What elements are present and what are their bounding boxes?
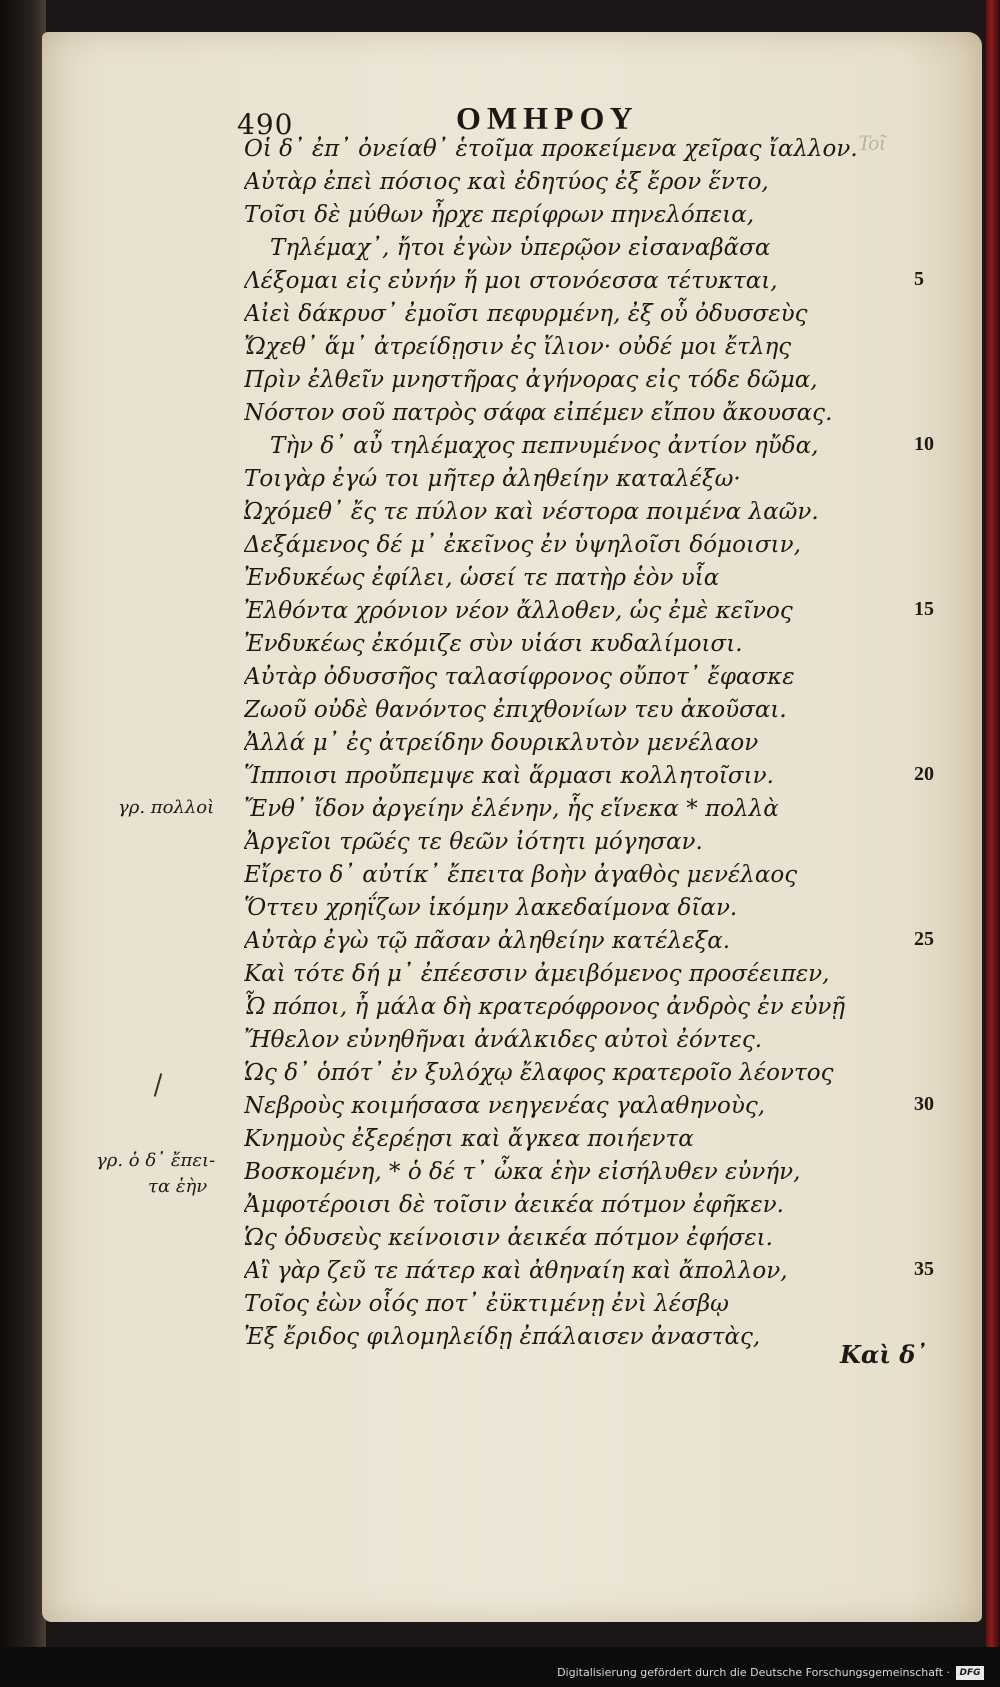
verse-line: Αὐτὰρ ὀδυσσῆος ταλασίφρονος οὔποτ᾽ ἔφασκε <box>244 664 795 690</box>
verse-line: Ὠχόμεθ᾽ ἔς τε πύλον καὶ νέστορα ποιμένα λαῶν. <box>244 499 819 525</box>
verse-line: Αὐτὰρ ἐπεὶ πόσιος καὶ ἐδητύος ἐξ ἔρον ἕντο, <box>244 169 769 195</box>
line-number: 25 <box>914 928 934 950</box>
verse-line: Νεβροὺς κοιμήσασα νεηγενέας γαλαθηνοὺς, <box>244 1093 766 1119</box>
margin-note: γρ. ὁ δ᾽ ἔπει- <box>96 1150 216 1171</box>
verse-line: Ἐλθόντα χρόνιον νέον ἄλλοθεν, ὡς ἐμὲ κεῖνος <box>244 598 793 624</box>
verse-line: Βοσκομένη, * ὁ δέ τ᾽ ὦκα ἑὴν εἰσήλυθεν εὐνήν, <box>244 1159 801 1185</box>
verse-line: Αἲ γὰρ ζεῦ τε πάτερ καὶ ἀθηναίη καὶ ἄπολλον, <box>244 1258 788 1284</box>
line-number: 10 <box>914 433 934 455</box>
verse-line: Ὡς ὀδυσεὺς κείνοισιν ἀεικέα πότμον ἐφήσει. <box>244 1225 773 1251</box>
verse-line: Ὅττευ χρηΐζων ἱκόμην λακεδαίμονα δῖαν. <box>244 895 738 921</box>
verse-line: Ἔνθ᾽ ἴδον ἀργείην ἑλένην, ἧς εἵνεκα * πολλὰ <box>244 796 779 822</box>
catchword: Καὶ δ᾽ <box>840 1340 928 1369</box>
line-number: 35 <box>914 1258 934 1280</box>
verse-line: Ἐνδυκέως ἐκόμιζε σὺν υἱάσι κυδαλίμοισι. <box>244 631 743 657</box>
line-number: 20 <box>914 763 934 785</box>
verse-line: Νόστον σοῦ πατρὸς σάφα εἰπέμεν εἴπου ἄκουσας. <box>244 400 833 426</box>
dfg-logo: DFG <box>956 1666 984 1680</box>
verse-line: Αὐτὰρ ἐγὼ τῷ πᾶσαν ἀληθείην κατέλεξα. <box>244 928 731 954</box>
verse-line: Ζωοῦ οὐδὲ θανόντος ἐπιχθονίων τευ ἀκοῦσαι. <box>244 697 787 723</box>
verse-line: Καὶ τότε δή μ᾽ ἐπέεσσιν ἀμειβόμενος προσέειπεν, <box>244 961 830 987</box>
verse-line: Ἐνδυκέως ἐφίλει, ὡσεί τε πατὴρ ἑὸν υἷα <box>244 565 720 591</box>
verse-line: Αἰεὶ δάκρυσ᾽ ἐμοῖσι πεφυρμένη, ἐξ οὗ ὀδυσσεὺς <box>244 301 808 327</box>
verse-line: Ὡς δ᾽ ὁπότ᾽ ἐν ξυλόχῳ ἔλαφος κρατεροῖο λέοντος <box>244 1060 834 1086</box>
verse-line: Εἴρετο δ᾽ αὐτίκ᾽ ἔπειτα βοὴν ἀγαθὸς μενέλαος <box>244 862 798 888</box>
verse-line: Τοῖος ἐὼν οἷός ποτ᾽ ἐϋκτιμένῃ ἐνὶ λέσβῳ <box>244 1291 729 1317</box>
verse-line: Τηλέμαχ᾽, ἤτοι ἐγὼν ὑπερῷον εἰσαναβᾶσα <box>270 235 771 261</box>
verse-line: Ἐξ ἔριδος φιλομηλείδῃ ἐπάλαισεν ἀναστὰς, <box>244 1324 761 1350</box>
verse-line: Πρὶν ἐλθεῖν μνηστῆρας ἀγήνορας εἰς τόδε δῶμα, <box>244 367 818 393</box>
running-title: ΟΜΗΡΟΥ <box>456 100 639 136</box>
verse-line: Κνημοὺς ἐξερέῃσι καὶ ἄγκεα ποιήεντα <box>244 1126 694 1152</box>
verse-line: Ἵπποισι προὔπεμψε καὶ ἅρμασι κολλητοῖσιν. <box>244 763 774 789</box>
verse-line: Ἀμφοτέροισι δὲ τοῖσιν ἀεικέα πότμον ἐφῆκεν. <box>244 1192 784 1218</box>
funding-credit: Digitalisierung gefördert durch die Deutsche Forschungsgemeinschaft · <box>557 1666 950 1679</box>
page-edge <box>986 0 1000 1687</box>
footer-bar <box>0 1647 1000 1687</box>
show-through-text: Τοῖ <box>858 130 886 155</box>
verse-line: Ὤχεθ᾽ ἅμ᾽ ἀτρείδῃσιν ἐς ἴλιον· οὐδέ μοι ἔτλης <box>244 334 792 360</box>
verse-line: Ὦ πόποι, ἦ μάλα δὴ κρατερόφρονος ἀνδρὸς ἐν εὐνῇ <box>244 994 846 1020</box>
page-number: 490 <box>237 108 294 141</box>
verse-line: Ἀργεῖοι τρῶές τε θεῶν ἰότητι μόγησαν. <box>244 829 703 855</box>
verse-line: Οἱ δ᾽ ἐπ᾽ ὀνείαθ᾽ ἑτοῖμα προκείμενα χεῖρας ἴαλλον. <box>244 136 858 162</box>
verse-line: Ἤθελον εὐνηθῆναι ἀνάλκιδες αὐτοὶ ἐόντες. <box>244 1027 763 1053</box>
margin-note: τα ἑὴν <box>148 1176 208 1197</box>
verse-line: Λέξομαι εἰς εὐνήν ἥ μοι στονόεσσα τέτυκται, <box>244 268 778 294</box>
line-number: 15 <box>914 598 934 620</box>
verse-line: Ἀλλά μ᾽ ἐς ἀτρείδην δουρικλυτὸν μενέλαον <box>244 730 759 756</box>
line-number: 5 <box>914 268 924 290</box>
book-spine <box>0 0 46 1687</box>
verse-line: Τοῖσι δὲ μύθων ἦρχε περίφρων πηνελόπεια, <box>244 202 755 228</box>
line-number: 30 <box>914 1093 934 1115</box>
margin-note: γρ. πολλοὶ <box>118 797 215 818</box>
verse-line: Τὴν δ᾽ αὖ τηλέμαχος πεπνυμένος ἀντίον ηὔδα, <box>270 433 819 459</box>
verse-line: Τοιγὰρ ἐγώ τοι μῆτερ ἀληθείην καταλέξω· <box>244 466 741 492</box>
verse-line: Δεξάμενος δέ μ᾽ ἐκεῖνος ἐν ὑψηλοῖσι δόμοισιν, <box>244 532 801 558</box>
